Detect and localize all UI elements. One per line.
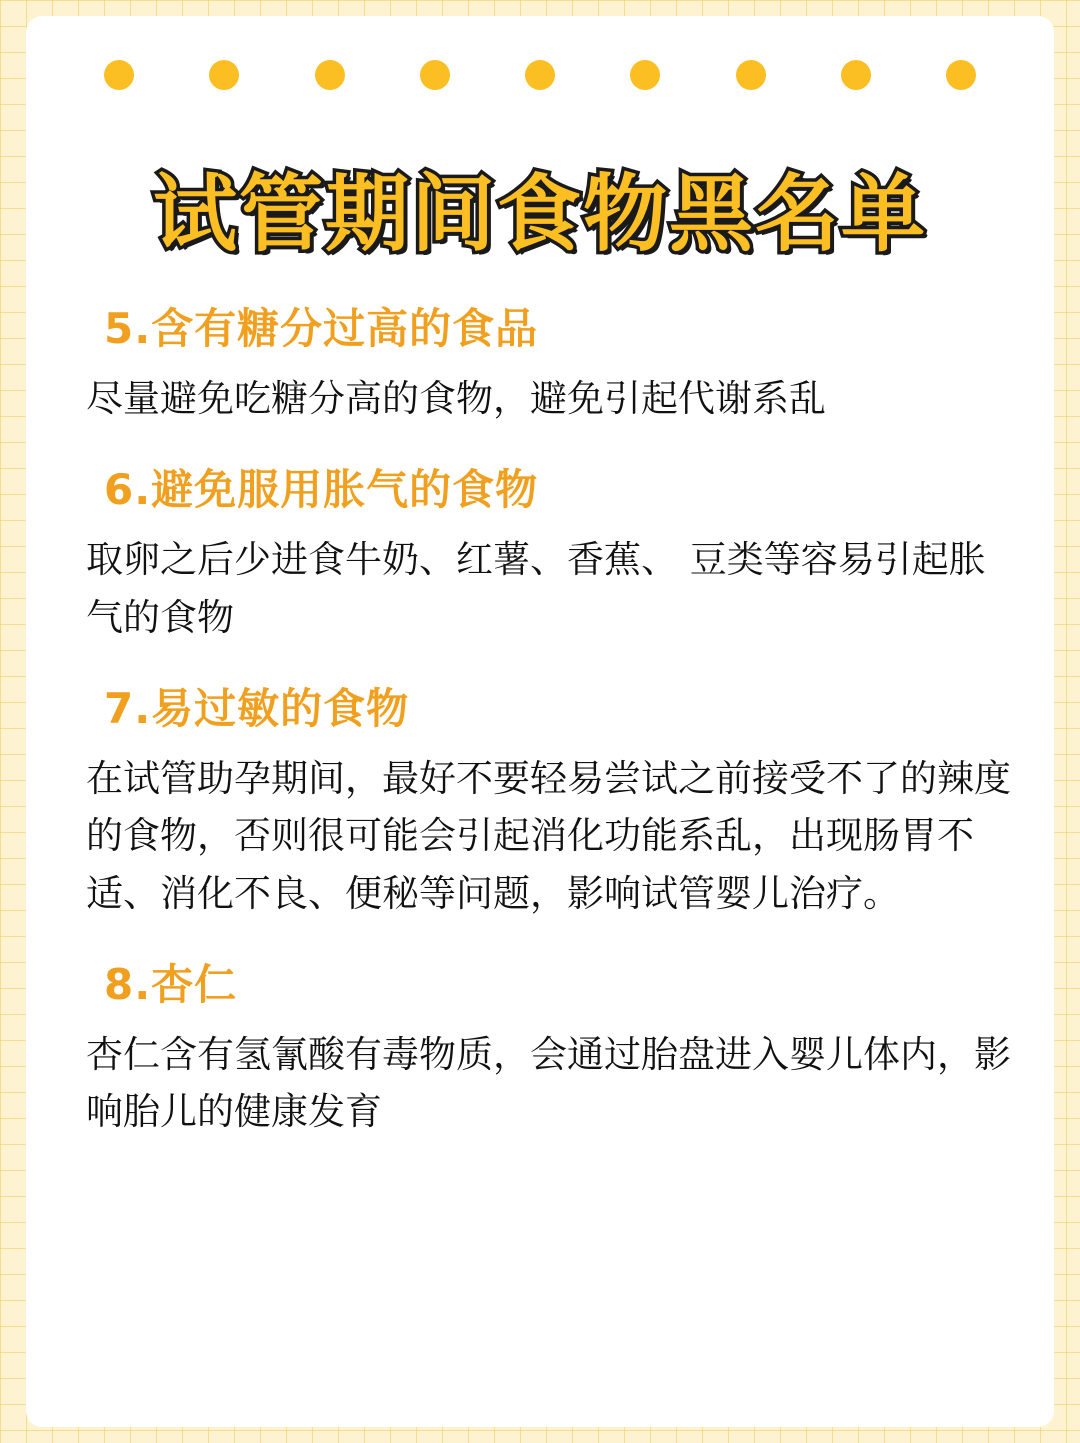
punch-dot (841, 60, 871, 90)
list-item (82, 296, 1012, 427)
section-body: 尽量避免吃糖分高的食物，避免引起代谢系乱 (86, 377, 826, 420)
punch-dot (420, 60, 450, 90)
list-item (82, 676, 1012, 922)
section-body: 杏仁含有氢氰酸有毒物质，会通过胎盘进入婴儿体内，影响胎儿的健康发育 (86, 1033, 1011, 1134)
section-heading: 8.杏仁 (104, 960, 238, 1010)
punch-dot (946, 60, 976, 90)
list-item (82, 952, 1012, 1141)
punch-dot (525, 60, 555, 90)
section-body: 取卵之后少进食牛奶、红薯、香蕉、 豆类等容易引起胀气的食物 (86, 538, 986, 639)
punch-dot (736, 60, 766, 90)
punch-dot (104, 60, 134, 90)
page-title: 试管期间食物黑名单 (152, 165, 927, 264)
section-heading: 7.易过敏的食物 (104, 684, 410, 734)
punch-dot (209, 60, 239, 90)
section-heading: 5.含有糖分过高的食品 (104, 304, 539, 353)
punch-dot (315, 60, 345, 90)
punch-dot (630, 60, 660, 90)
section-heading: 6.避免服用胀气的食物 (104, 465, 539, 515)
content-body (82, 296, 1012, 1171)
punch-hole-dots (26, 60, 1054, 90)
list-item (82, 457, 1012, 646)
title-area (26, 112, 1054, 317)
white-card (26, 16, 1054, 1427)
section-body: 在试管助孕期间，最好不要轻易尝试之前接受不了的辣度的食物，否则很可能会引起消化功能系乱，出现肠胃不适、消化不良、便秘等问题，影响试管婴儿治疗。 (86, 757, 1011, 915)
